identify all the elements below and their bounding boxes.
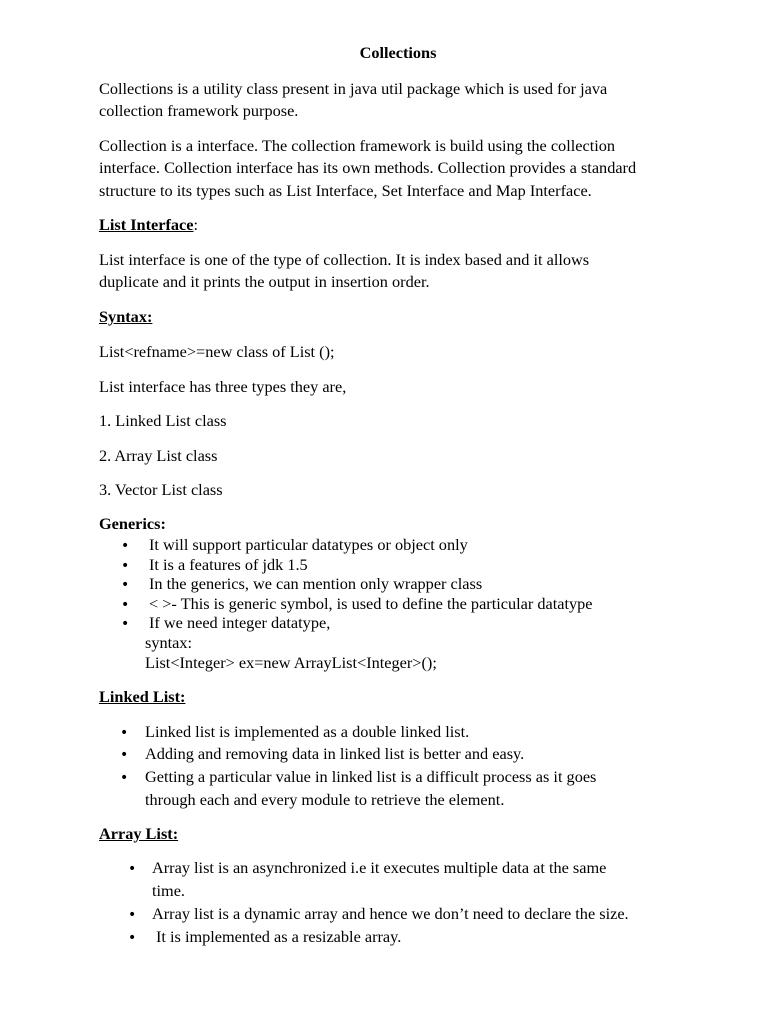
intro-paragraph-1-line-2: collection framework purpose.: [99, 101, 299, 120]
generics-bullet-3: In the generics, we can mention only wrapper class: [149, 574, 483, 593]
list-interface-desc-line-1: List interface is one of the type of collection. It is index based and it allows: [99, 250, 590, 269]
generics-syntax-code: List<Integer> ex=new ArrayList<Integer>();: [145, 653, 437, 672]
array-list-bullet-marker-2: [128, 903, 136, 926]
linked-list-bullet-3: Getting a particular value in linked list is a difficult process as it goes: [145, 767, 597, 786]
generics-syntax-label: syntax:: [145, 633, 193, 652]
array-list-bullet-2: Array list is a dynamic array and hence we don’t need to declare the size.: [152, 904, 629, 923]
intro-paragraph-1-line-1: Collections is a utility class present in java util package which is used for java: [99, 79, 608, 98]
list-type-vector: 3. Vector List class: [99, 480, 223, 499]
list-interface-heading-colon: :: [193, 215, 199, 234]
generics-bullet-5: If we need integer datatype,: [149, 613, 331, 632]
array-list-bullet-marker-1: [128, 857, 136, 880]
generics-bullet-marker-5: [121, 612, 129, 635]
document-title: Collections: [359, 43, 437, 62]
array-list-bullet-1-continuation: time.: [152, 881, 186, 900]
linked-list-bullet-2: Adding and removing data in linked list is better and easy.: [145, 744, 525, 763]
generics-bullet-1: It will support particular datatypes or object only: [149, 535, 468, 554]
generics-heading: Generics:: [99, 514, 166, 533]
list-type-array: 2. Array List class: [99, 446, 218, 465]
intro-paragraph-2-line-1: Collection is a interface. The collection framework is build using the collection: [99, 136, 616, 155]
linked-list-bullet-marker-2: [120, 743, 128, 766]
linked-list-heading: Linked List:: [99, 687, 186, 706]
linked-list-bullet-marker-3: [120, 766, 128, 789]
list-syntax-code: List<refname>=new class of List ();: [99, 342, 335, 361]
array-list-bullet-1: Array list is an asynchronized i.e it executes multiple data at the same: [152, 858, 607, 877]
syntax-heading: Syntax:: [99, 307, 153, 326]
list-types-intro: List interface has three types they are,: [99, 377, 347, 396]
linked-list-bullet-marker-1: [120, 721, 128, 744]
linked-list-bullet-1: Linked list is implemented as a double linked list.: [145, 722, 470, 741]
list-interface-heading-row: [99, 214, 198, 236]
list-type-linked: 1. Linked List class: [99, 411, 227, 430]
list-interface-heading: List Interface: [99, 215, 194, 234]
list-interface-desc-line-2: duplicate and it prints the output in insertion order.: [99, 272, 430, 291]
array-list-heading: Array List:: [99, 824, 179, 843]
generics-bullet-2: It is a features of jdk 1.5: [149, 555, 308, 574]
array-list-bullet-marker-3: [128, 926, 136, 949]
linked-list-bullet-3-continuation: through each and every module to retrieve the element.: [145, 790, 505, 809]
intro-paragraph-2-line-2: interface. Collection interface has its own methods. Collection provides a standard: [99, 158, 637, 177]
generics-bullet-4: < >- This is generic symbol, is used to define the particular datatype: [149, 594, 593, 613]
array-list-bullet-3: It is implemented as a resizable array.: [156, 927, 402, 946]
intro-paragraph-2-line-3: structure to its types such as List Interface, Set Interface and Map Interface.: [99, 181, 592, 200]
